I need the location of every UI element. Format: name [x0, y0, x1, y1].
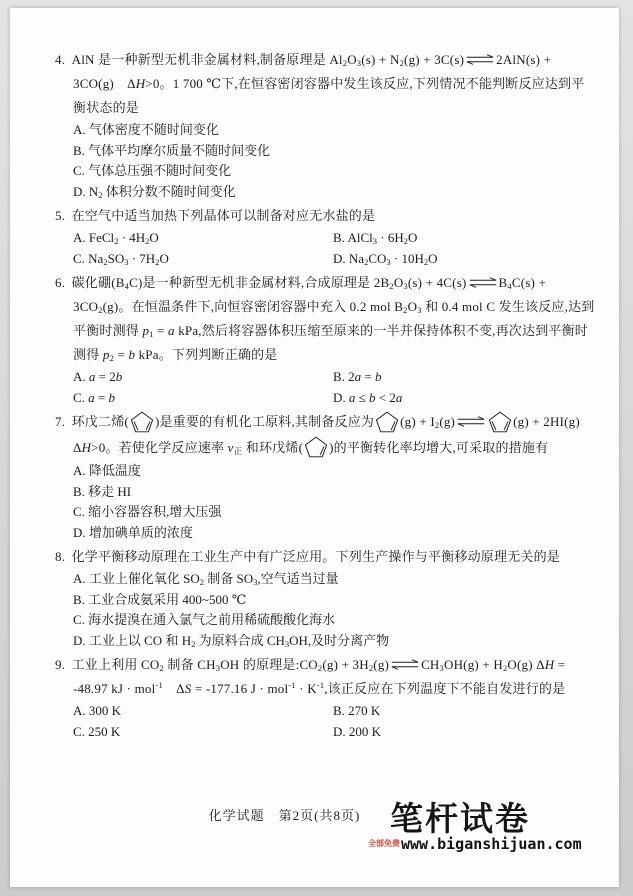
option-C: C. 气体总压强不随时间变化 [73, 163, 232, 178]
footer-page-number: 第2页(共8页) [278, 808, 361, 823]
options [55, 120, 595, 202]
option-B: B. AlCl$_3$ · $6H_2O$ [333, 230, 418, 246]
question-number: 6. [55, 275, 69, 290]
watermark-url: www.biganshijuan.com [401, 835, 582, 853]
watermark [368, 799, 582, 853]
cyclopentene-ring-icon [375, 411, 399, 433]
option-D: D. 增加碘单质的浓度 [73, 524, 193, 540]
cyclopentene-ring-icon [304, 436, 328, 458]
watermark-free-label: 全部免费 [368, 839, 400, 848]
option-label: B. [73, 142, 89, 158]
option-label: C. [73, 163, 89, 178]
option-A: A. 气体密度不随时间变化 [73, 122, 219, 137]
options [55, 228, 595, 269]
option-B: B. 移走 HI [73, 483, 132, 499]
option-D: D. a ≤ b < 2a [333, 389, 403, 405]
question-stem: 6. 碳化硼$(B_4C)$是一种新型无机非金属材料,合成原理是 $2B_2O_3(s) + 4C(s) B_4C(s) + 3CO_2(g)$。在恒温条件下,向恒容密闭容器中充入 0.2 mol $B_2O_3$ 和 0.4 mol C 发生该反应,达到平衡时测得 $p_1 = a$ kPa,然后将容器体积压缩至原来的一半并保持体积不变,再次达到平衡时测得 $p_2 = b$ kPa。下列判断正确的是 [55, 275, 595, 363]
option-label: B. [333, 230, 348, 245]
question-stem: 4. AlN 是一种新型无机非金属材料,制备原理是 $Al_2O_3(s) + N_2(g) + 3C(s) 2AlN(s) + 3CO(g)$ ΔH>0。1 700 ℃下,在恒容密闭容器中发生该反应,下列情况不能判断反应达到平衡状态的是 [55, 52, 585, 115]
equilibrium-arrow-icon [468, 277, 498, 288]
option-label: C. [73, 723, 89, 739]
option-C: C. 海水提溴在通入氯气之前用稀硫酸酸化海水 [73, 612, 336, 628]
option-A: A. 降低温度 [73, 463, 141, 479]
option-B: B. 工业合成氨采用 400~500 ℃ [73, 591, 247, 607]
option-C: C. a = b [73, 389, 116, 405]
option-B: B. 气体平均摩尔质量不随时间变化 [73, 142, 271, 158]
option-label: A. [73, 369, 89, 384]
option-D: D. 200 K [333, 723, 382, 739]
option-label: D. [333, 723, 349, 739]
option-A: A. 工业上催化氧化 $SO_2$ 制备 $SO_3$,空气适当过量 [73, 571, 339, 588]
option-label: C. [73, 504, 89, 520]
option-label: D. [333, 389, 349, 405]
question-stem: 8. 化学平衡移动原理在工业生产中有广泛应用。下列生产操作与平衡移动原理无关的是 [55, 549, 561, 565]
equilibrium-arrow-icon [456, 416, 486, 427]
option-A: A. FeCl$_2$ · $4H_2O$ [73, 230, 159, 246]
question-stem: 5. 在空气中适当加热下列晶体可以制备对应无水盐的是 [55, 208, 376, 223]
question-number: 4. [55, 52, 69, 67]
option-A: A. a = 2b [73, 369, 123, 384]
watermark-brand: 笔杆试卷 [390, 799, 530, 838]
question-9 [55, 653, 595, 742]
question-8 [55, 545, 595, 651]
option-C: C. $Na_2SO_3 \cdot 7H_2O$ [73, 250, 169, 267]
option-label: D. [73, 632, 89, 648]
option-label: D. [333, 250, 349, 266]
option-label: A. [73, 571, 89, 587]
equilibrium-arrow-icon [465, 54, 495, 65]
option-label: A. [73, 703, 89, 719]
question-5 [55, 204, 595, 269]
option-label: C. [73, 250, 89, 266]
option-label: B. [333, 369, 349, 384]
options [55, 569, 595, 651]
option-B: B. 2a = b [333, 369, 382, 384]
option-label: B. [333, 703, 349, 719]
watermark-url-row [368, 837, 582, 853]
option-label: B. [73, 483, 89, 499]
question-stem: 9. 工业上利用 $CO_2$ 制备 $CH_3OH$ 的原理是$:CO_2(g) + 3H_2(g) CH_3OH(g) + H_2O(g) \Delta H = -48.97$ kJ · mol$^{-1}$ ΔS = -177.16 $J \cdot mol^{-1} \cdot K^{-1}$,该正反应在下列温度下不能自发进行的是 [55, 657, 566, 697]
option-label: D. [73, 183, 89, 199]
question-number: 5. [55, 208, 69, 223]
options [55, 461, 595, 543]
footer-doc-title: 化学试题 [208, 808, 265, 823]
question-number: 8. [55, 549, 69, 565]
option-A: A. 300 K [73, 703, 122, 719]
question-stem: 7. 环戊二烯( )是重要的有机化工原料,其制备反应为 $(g) + I_2(g) (g) + 2HI(g)$ ΔH>0。若使化学反应速率 $v_正$ 和环戊烯( )的平衡转化率均增大,可采取的措施有 [55, 410, 595, 461]
option-label: A. [73, 230, 89, 245]
option-label: C. [73, 612, 89, 628]
option-label: B. [73, 591, 89, 607]
option-D: D. 工业上以 CO 和 $H_2$ 为原料合成 $CH_3OH$,及时分离产物 [73, 632, 390, 649]
equilibrium-arrow-icon [390, 659, 420, 670]
option-D: D. $N_2$ 体积分数不随时间变化 [73, 183, 236, 200]
option-C: C. 250 K [73, 723, 121, 739]
exam-page [10, 8, 619, 887]
question-4 [55, 48, 595, 202]
option-label: A. [73, 122, 89, 137]
question-7 [55, 410, 595, 543]
options [55, 367, 595, 408]
question-number: 9. [55, 657, 69, 673]
options [55, 701, 595, 742]
option-label: C. [73, 389, 89, 405]
cyclopentadiene-ring-icon [130, 411, 154, 433]
option-C: C. 缩小容器容积,增大压强 [73, 504, 222, 520]
option-B: B. 270 K [333, 703, 381, 719]
question-list [55, 48, 595, 742]
option-D: D. $Na_2CO_3 \cdot 10H_2O$ [333, 250, 438, 267]
question-6 [55, 271, 595, 408]
cyclopentadiene-ring-icon [488, 411, 512, 433]
option-label: D. [73, 524, 89, 540]
question-number: 7. [55, 414, 69, 429]
option-label: A. [73, 463, 89, 479]
